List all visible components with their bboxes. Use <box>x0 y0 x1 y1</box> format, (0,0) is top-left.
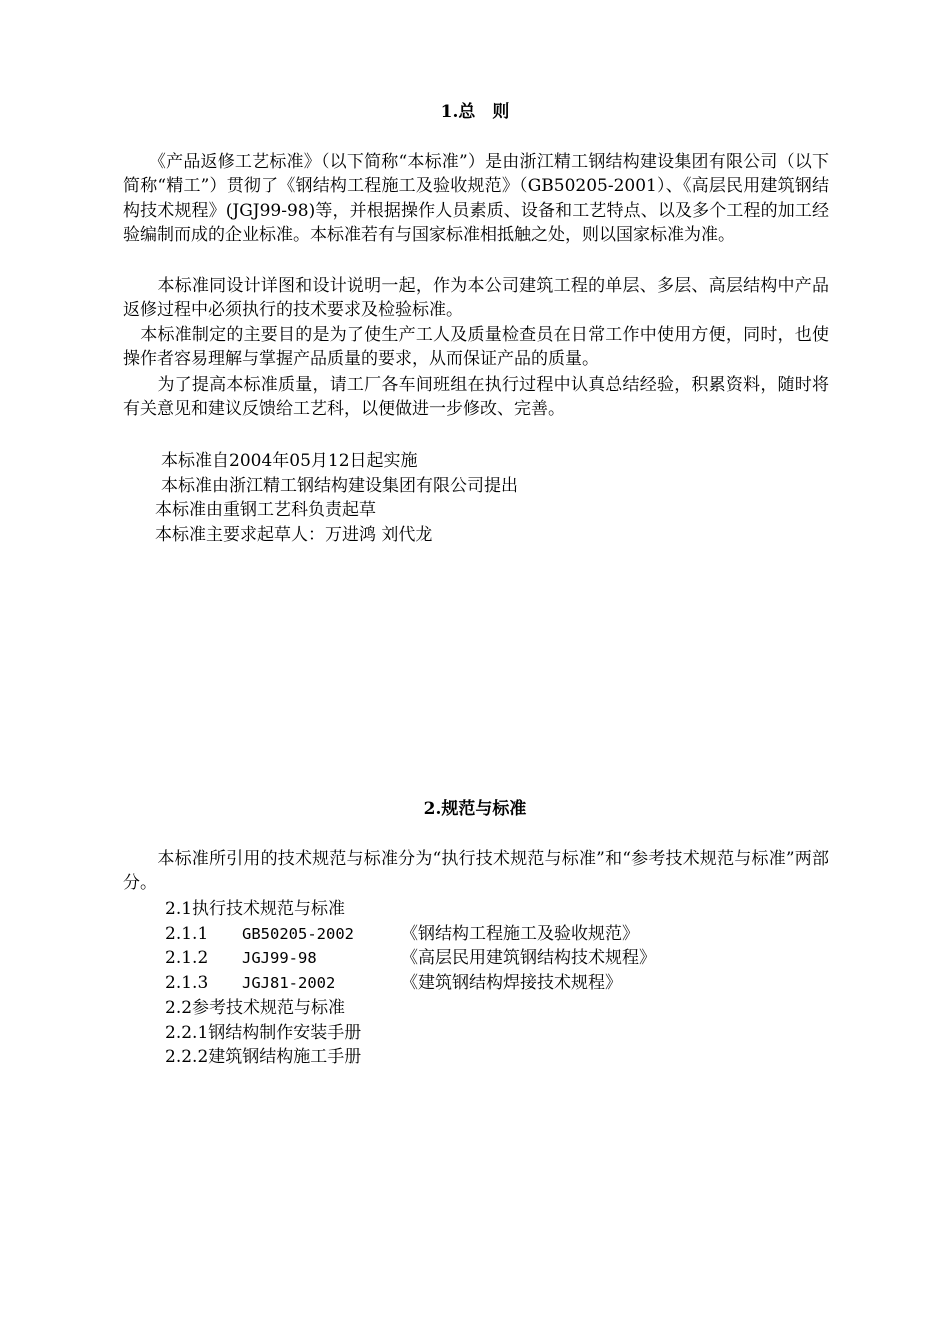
standard-code: JGJ99-98 <box>242 949 317 967</box>
implementation-date: 本标准自2004年05月12日起实施 <box>161 451 418 471</box>
ref-standards-heading: 2.2参考技术规范与标准 <box>165 998 346 1018</box>
section-2-intro: 本标准所引用的技术规范与标准分为“执行技术规范与标准”和“参考技术规范与标准”两部分。 <box>123 849 829 894</box>
section-2-title: 2.规范与标准 <box>423 799 527 819</box>
standard-number: 2.1.1 <box>165 924 209 944</box>
standard-code: JGJ81-2002 <box>242 974 336 992</box>
standard-name: 《钢结构工程施工及验收规范》 <box>401 924 639 944</box>
section-1-paragraph-3: 本标准制定的主要目的是为了使生产工人及质量检查员在日常工作中使用方便，同时，也使操作者容易理解与掌握产品质量的要求，从而保证产品的质量。 <box>123 325 829 370</box>
standard-number: 2.1.2 <box>165 948 209 968</box>
drafter-department-line: 本标准由重钢工艺科负责起草 <box>155 500 376 520</box>
drafters-line: 本标准主要求起草人：万进鸿 刘代龙 <box>155 525 433 545</box>
ref-standard-item: 2.2.2建筑钢结构施工手册 <box>165 1047 362 1067</box>
standard-name: 《建筑钢结构焊接技术规程》 <box>401 973 622 993</box>
ref-standard-item: 2.2.1钢结构制作安装手册 <box>165 1023 362 1043</box>
standard-code: GB50205-2002 <box>242 925 354 943</box>
proposer-line: 本标准由浙江精工钢结构建设集团有限公司提出 <box>161 476 518 496</box>
section-1-paragraph-4: 为了提高本标准质量，请工厂各车间班组在执行过程中认真总结经验，积累资料，随时将有关意见和建议反馈给工艺科，以便做进一步修改、完善。 <box>123 375 829 420</box>
exec-standards-heading: 2.1执行技术规范与标准 <box>165 899 346 919</box>
section-1-paragraph-2: 本标准同设计详图和设计说明一起，作为本公司建筑工程的单层、多层、高层结构中产品返修过程中必须执行的技术要求及检验标准。 <box>123 276 829 321</box>
standard-number: 2.1.3 <box>165 973 209 993</box>
standard-name: 《高层民用建筑钢结构技术规程》 <box>401 948 656 968</box>
section-1-paragraph-1: 《产品返修工艺标准》（以下简称“本标准”）是由浙江精工钢结构建设集团有限公司（以下简称“精工”）贯彻了《钢结构工程施工及验收规范》（GB50205-2001）、《高层民用建筑钢结构技术规程》(JGJ99-98)等，并根据操作人员素质、设备和工艺特点、以及多个工程的加工经验编制而成的企业标准。本标准若有与国家标准相抵触之处，则以国家标准为准。 <box>123 152 829 245</box>
section-1-title: 1.总 则 <box>440 102 510 122</box>
